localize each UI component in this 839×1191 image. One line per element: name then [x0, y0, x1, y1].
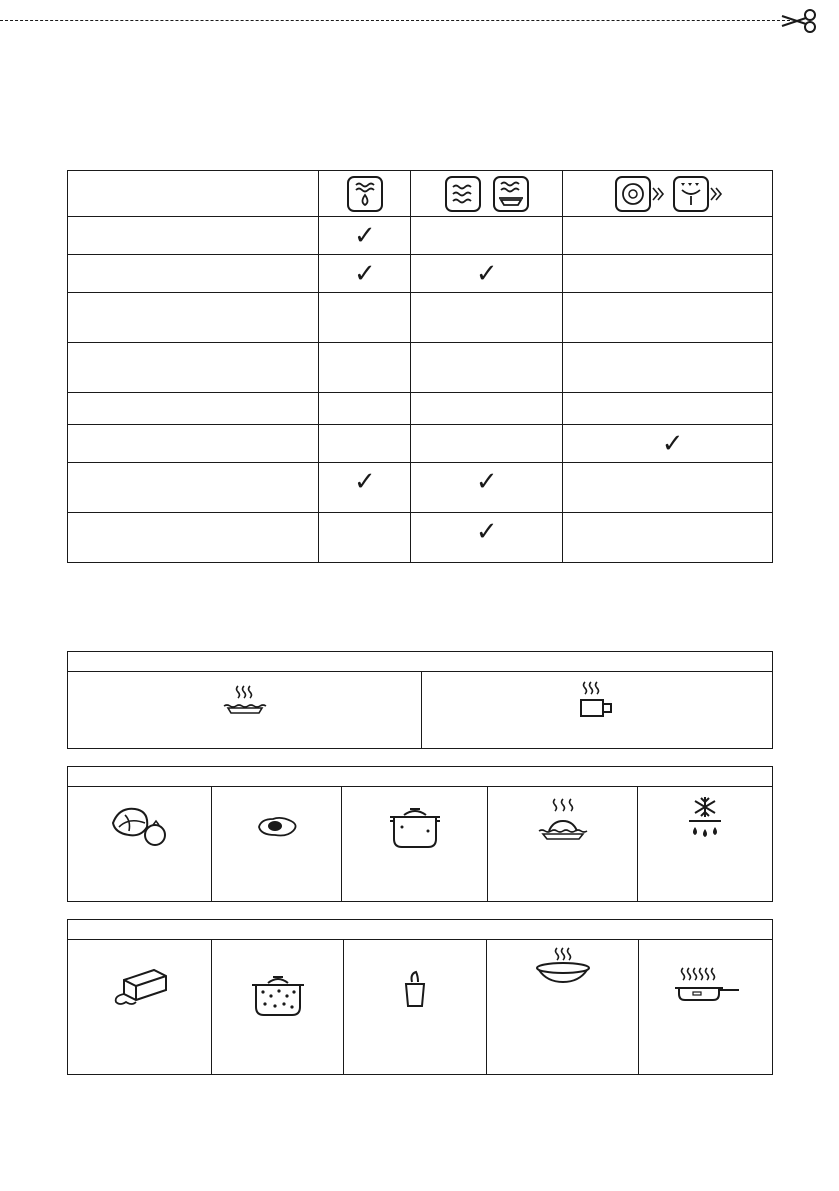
check-cell: [319, 513, 411, 563]
header-empty-cell: [68, 171, 319, 217]
check-cell: [319, 255, 411, 293]
check-mark: ✓: [353, 258, 376, 289]
header-steam-waves-cell: [411, 171, 563, 217]
food-group-1: [67, 651, 773, 749]
group-2-cell: [638, 787, 772, 901]
group-2-cell: [488, 787, 638, 901]
row-label: [68, 217, 319, 255]
table-row: [68, 217, 773, 255]
group-3-title: [68, 920, 772, 940]
table-row: [68, 393, 773, 425]
boiling-pot-icon: [248, 974, 308, 1018]
check-mark: ✓: [353, 220, 376, 251]
food-group-2: [67, 766, 773, 902]
function-table: [67, 170, 773, 563]
table-row: [68, 463, 773, 513]
check-mark: ✓: [661, 428, 684, 459]
row-label: [68, 513, 319, 563]
cut-line: [0, 20, 790, 21]
group-3-cell: [68, 940, 212, 1074]
check-cell: [319, 393, 411, 425]
check-mark: ✓: [475, 517, 498, 547]
group-1-cell: [68, 672, 422, 748]
table-row: [68, 293, 773, 343]
melting-butter-icon: [110, 966, 170, 1010]
check-cell: [411, 513, 563, 563]
cooking-pot-icon: [384, 805, 446, 849]
steam-drop-icon: [345, 174, 385, 214]
hot-cup-icon: [577, 680, 617, 720]
row-label: [68, 425, 319, 463]
check-cell: [563, 255, 773, 293]
table-row: [68, 343, 773, 393]
check-cell: [563, 463, 773, 513]
check-cell: [319, 293, 411, 343]
vegetables-fruit-icon: [109, 805, 171, 849]
fried-egg-icon: [255, 815, 299, 839]
check-cell: [411, 393, 563, 425]
check-cell: [319, 343, 411, 393]
header-steam-cell: [319, 171, 411, 217]
check-cell: [319, 217, 411, 255]
table-header-row: [68, 171, 773, 217]
check-cell: [563, 293, 773, 343]
check-cell: [411, 463, 563, 513]
check-cell: [411, 425, 563, 463]
check-cell: [411, 343, 563, 393]
group-2-cell: [68, 787, 212, 901]
group-3-cell: [639, 940, 772, 1074]
steaming-bowl-icon: [533, 946, 593, 990]
steam-tray-icon: [491, 174, 531, 214]
check-cell: [563, 425, 773, 463]
group-1-title: [68, 652, 772, 672]
table-row: [68, 255, 773, 293]
function-table-body: [68, 217, 773, 563]
vegetable-defrost-icon: [671, 174, 723, 214]
check-cell: [319, 463, 411, 513]
group-3-cell: [487, 940, 639, 1074]
check-cell: [563, 217, 773, 255]
steaming-plate-icon: [535, 797, 591, 849]
check-cell: [411, 217, 563, 255]
frying-pan-icon: [671, 966, 741, 1010]
defrost-snowflake-icon: [685, 795, 725, 843]
check-cell: [563, 343, 773, 393]
row-label: [68, 463, 319, 513]
group-3-cell: [212, 940, 344, 1074]
food-group-3: [67, 919, 773, 1075]
group-3-cell: [344, 940, 487, 1074]
check-cell: [411, 293, 563, 343]
meat-defrost-icon: [613, 174, 665, 214]
check-cell: [563, 513, 773, 563]
check-mark: ✓: [475, 258, 498, 289]
group-2-cell: [212, 787, 342, 901]
check-mark: ✓: [475, 467, 498, 497]
group-2-cell: [342, 787, 488, 901]
check-mark: ✓: [353, 467, 376, 497]
cup-icon: [400, 970, 430, 1014]
scissors-icon: [780, 8, 820, 34]
group-1-cell: [422, 672, 772, 748]
check-cell: [319, 425, 411, 463]
row-label: [68, 255, 319, 293]
header-defrost-cell: [563, 171, 773, 217]
row-label: [68, 343, 319, 393]
steam-waves-icon: [443, 174, 483, 214]
table-row: [68, 425, 773, 463]
steaming-dish-icon: [220, 684, 270, 718]
check-cell: [411, 255, 563, 293]
table-row: [68, 513, 773, 563]
row-label: [68, 293, 319, 343]
check-cell: [563, 393, 773, 425]
row-label: [68, 393, 319, 425]
group-2-title: [68, 767, 772, 787]
